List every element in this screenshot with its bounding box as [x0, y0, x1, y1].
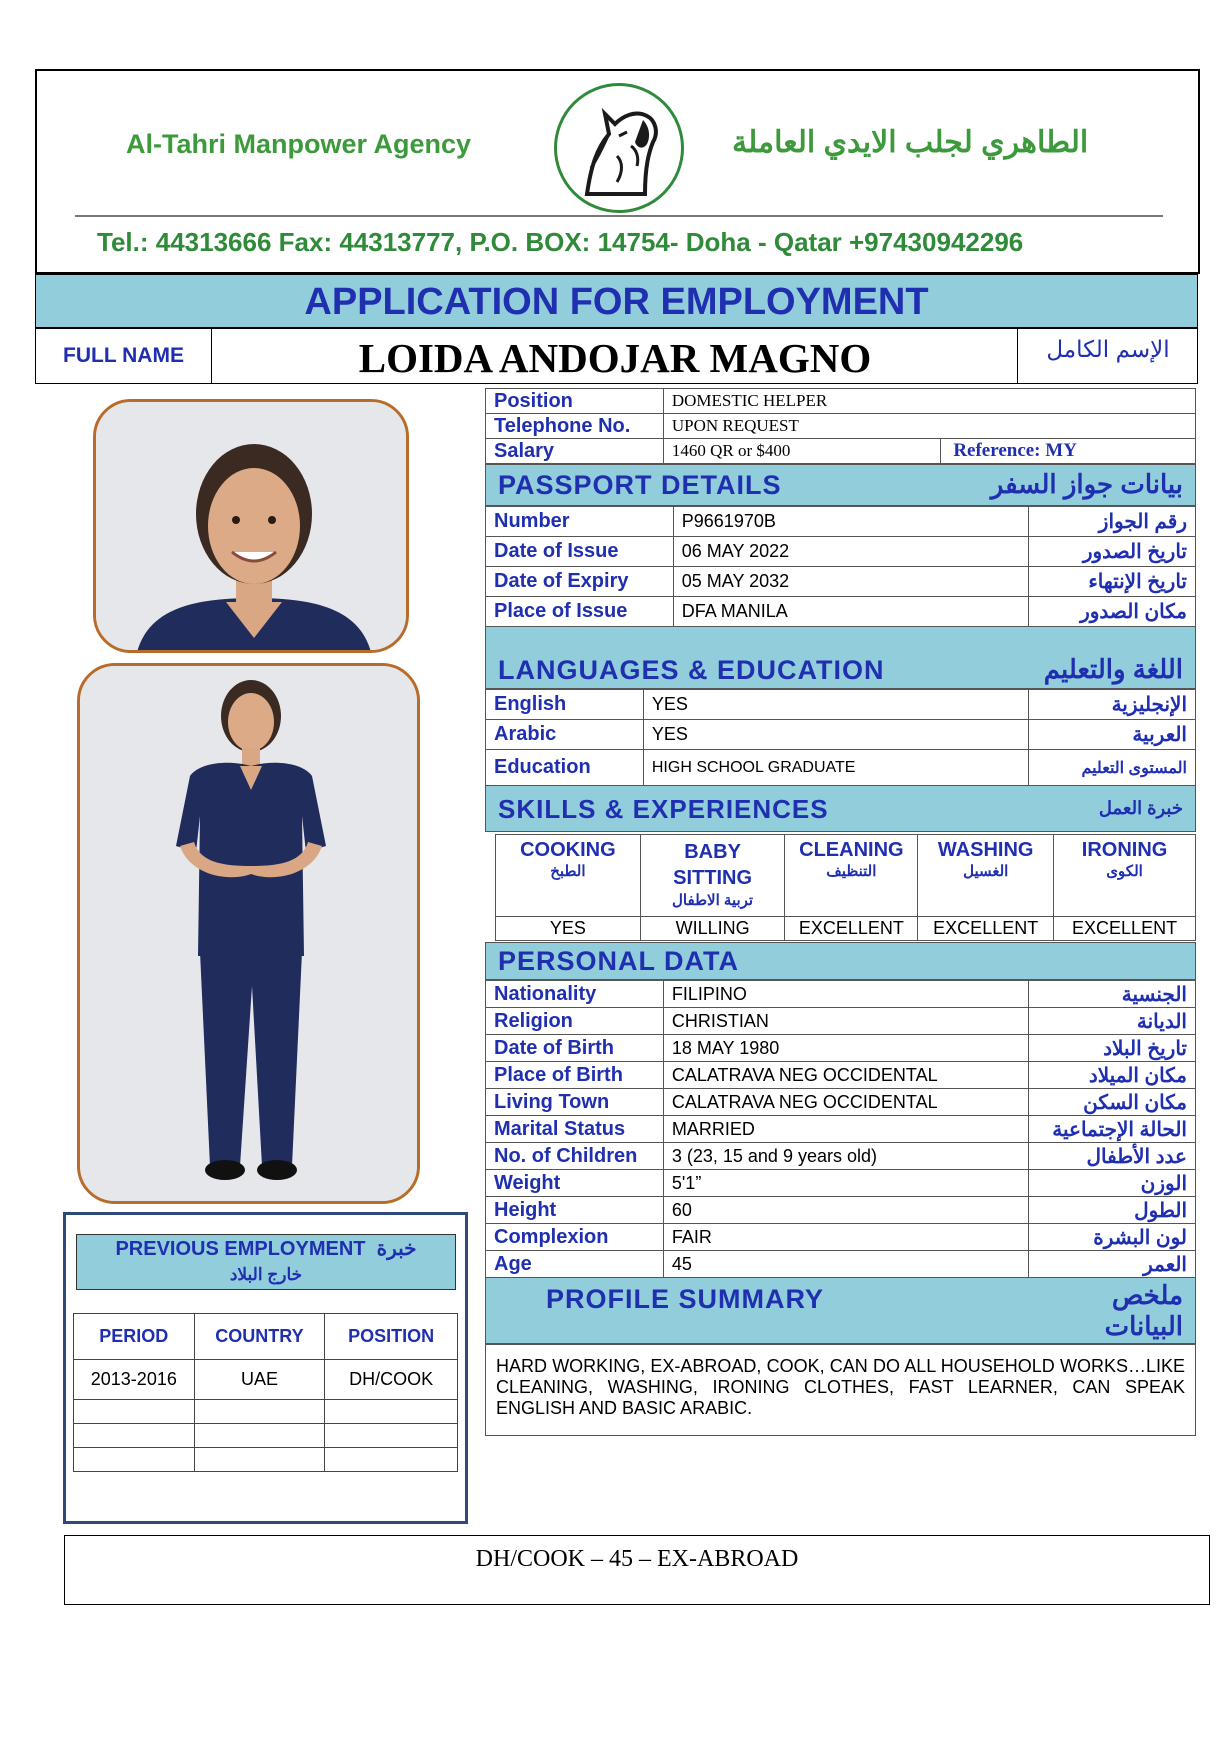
- date-of-issue-ar: تاريخ الصدور: [1029, 537, 1196, 567]
- table-row: Marital Status MARRIED الحالة الإجتماعية: [486, 1116, 1196, 1143]
- personal-section-header: [485, 942, 1196, 980]
- agency-name-ar: الطاهري لجلب الايدي العاملة: [732, 126, 1089, 159]
- reference-value: Reference: MY: [941, 439, 1196, 464]
- table-row: [486, 537, 1196, 567]
- languages-table: [485, 689, 1196, 786]
- passport-number-value: P9661970B: [673, 507, 1028, 537]
- passport-number-label: Number: [486, 507, 674, 537]
- country-header: COUNTRY: [194, 1314, 325, 1360]
- date-of-expiry-ar: تاريخ الإنتهاء: [1029, 567, 1196, 597]
- table-row: Complexion FAIR لون البشرة: [486, 1224, 1196, 1251]
- page-title: APPLICATION FOR EMPLOYMENT: [304, 281, 929, 323]
- country-cell: UAE: [194, 1360, 325, 1400]
- period-cell: 2013-2016: [74, 1360, 195, 1400]
- full-name-label: FULL NAME: [36, 329, 212, 383]
- profile-title: PROFILE SUMMARY: [546, 1284, 824, 1314]
- arabic-ar: العربية: [1029, 720, 1196, 750]
- passport-table: [485, 506, 1196, 627]
- place-of-issue-label: Place of Issue: [486, 597, 674, 627]
- skill-cooking-value: YES: [496, 917, 641, 941]
- date-of-issue-value: 06 MAY 2022: [673, 537, 1028, 567]
- personal-table: [485, 980, 1196, 1278]
- full-name-row: [35, 328, 1198, 384]
- table-row: [74, 1400, 458, 1424]
- previous-employment-header: PREVIOUS EMPLOYMENT خبرة خارج البلاد: [76, 1234, 456, 1290]
- skill-ironing: IRONING الكوى: [1054, 835, 1196, 917]
- table-row: [74, 1424, 458, 1448]
- table-row: Religion CHRISTIAN الديانة: [486, 1008, 1196, 1035]
- table-row: [496, 835, 1196, 917]
- full-name-value: LOIDA ANDOJAR MAGNO: [213, 329, 1018, 383]
- table-row: Age 45 العمر: [486, 1251, 1196, 1278]
- portrait-photo: [93, 399, 409, 653]
- english-value: YES: [643, 690, 1028, 720]
- telephone-value: UPON REQUEST: [663, 414, 1195, 439]
- arabic-value: YES: [643, 720, 1028, 750]
- languages-section-header: [485, 626, 1196, 689]
- table-row: Living Town CALATRAVA NEG OCCIDENTAL مكان السكن: [486, 1089, 1196, 1116]
- table-row: Date of Birth 18 MAY 1980 تاريخ البلاد: [486, 1035, 1196, 1062]
- table-row: [486, 597, 1196, 627]
- table-row: [486, 414, 1196, 439]
- position-value: DOMESTIC HELPER: [663, 389, 1195, 414]
- table-row: [486, 507, 1196, 537]
- education-label: Education: [486, 750, 644, 786]
- salary-label: Salary: [486, 439, 664, 464]
- table-row: [486, 690, 1196, 720]
- table-row: [486, 720, 1196, 750]
- skill-washing: WASHING الغسيل: [918, 835, 1054, 917]
- place-of-issue-ar: مكان الصدور: [1029, 597, 1196, 627]
- footer-summary: DH/COOK – 45 – EX-ABROAD: [64, 1535, 1210, 1605]
- date-of-expiry-value: 05 MAY 2032: [673, 567, 1028, 597]
- passport-section-header: [485, 464, 1196, 506]
- skills-section-header: [485, 785, 1196, 832]
- table-row: Weight 5'1” الوزن: [486, 1170, 1196, 1197]
- skill-baby-sitting: BABY SITTING تربية الاطفال: [640, 835, 785, 917]
- profile-summary-text: HARD WORKING, EX-ABROAD, COOK, CAN DO ALL HOUSEHOLD WORKS…LIKE CLEANING, WASHING, IRONING CLOTHES, FAST LEARNER, CAN SPEAK ENGLISH AND BASIC ARABIC.: [485, 1344, 1196, 1436]
- table-row: [74, 1360, 458, 1400]
- place-of-issue-value: DFA MANILA: [673, 597, 1028, 627]
- table-row: [74, 1314, 458, 1360]
- table-row: [486, 439, 1196, 464]
- period-header: PERIOD: [74, 1314, 195, 1360]
- profile-title-ar-2: البيانات: [1104, 1311, 1183, 1341]
- telephone-label: Telephone No.: [486, 414, 664, 439]
- profile-title-ar-1: ملخص: [1111, 1280, 1183, 1310]
- passport-number-ar: رقم الجواز: [1029, 507, 1196, 537]
- table-row: Nationality FILIPINO الجنسية: [486, 981, 1196, 1008]
- education-value: HIGH SCHOOL GRADUATE: [643, 750, 1028, 786]
- table-row: [74, 1448, 458, 1472]
- position-header: POSITION: [325, 1314, 458, 1360]
- skill-washing-value: EXCELLENT: [918, 917, 1054, 941]
- previous-employment-table: [73, 1313, 458, 1472]
- full-body-photo: [77, 663, 420, 1204]
- arabic-label: Arabic: [486, 720, 644, 750]
- table-row: [486, 750, 1196, 786]
- letterhead: [35, 69, 1200, 274]
- table-row: [486, 389, 1196, 414]
- skills-table: [495, 834, 1196, 941]
- contact-line: Tel.: 44313666 Fax: 44313777, P.O. BOX: 14754- Doha - Qatar +97430942296: [97, 227, 1024, 257]
- skills-title: SKILLS & EXPERIENCES: [498, 794, 829, 824]
- education-ar: المستوى التعليم: [1029, 750, 1196, 786]
- salary-value: 1460 QR or $400: [663, 439, 940, 464]
- full-name-label-ar: الإسم الكامل: [1046, 336, 1170, 362]
- english-label: English: [486, 690, 644, 720]
- table-row: Place of Birth CALATRAVA NEG OCCIDENTAL مكان الميلاد: [486, 1062, 1196, 1089]
- title-bar: [35, 274, 1198, 328]
- profile-section-header: [485, 1277, 1196, 1344]
- personal-title: PERSONAL DATA: [498, 946, 740, 976]
- date-of-issue-label: Date of Issue: [486, 537, 674, 567]
- table-row: Height 60 الطول: [486, 1197, 1196, 1224]
- languages-title-ar: اللغة والتعليم: [1043, 654, 1183, 684]
- english-ar: الإنجليزية: [1029, 690, 1196, 720]
- table-row: [486, 567, 1196, 597]
- table-row: No. of Children 3 (23, 15 and 9 years old) عدد الأطفال: [486, 1143, 1196, 1170]
- previous-employment-box: [63, 1212, 468, 1524]
- skills-title-ar: خبرة العمل: [1098, 798, 1183, 818]
- job-table: [485, 388, 1196, 464]
- skill-ironing-value: EXCELLENT: [1054, 917, 1196, 941]
- position-label: Position: [486, 389, 664, 414]
- table-row: [496, 917, 1196, 941]
- horse-logo-icon: [554, 83, 684, 213]
- date-of-expiry-label: Date of Expiry: [486, 567, 674, 597]
- languages-title: LANGUAGES & EDUCATION: [498, 655, 885, 685]
- skill-cleaning-value: EXCELLENT: [785, 917, 918, 941]
- passport-title-ar: بيانات جواز السفر: [990, 469, 1183, 499]
- skill-baby-sitting-value: WILLING: [640, 917, 785, 941]
- skill-cleaning: CLEANING التنظيف: [785, 835, 918, 917]
- skill-cooking: COOKING الطبخ: [496, 835, 641, 917]
- agency-name-en: Al-Tahri Manpower Agency: [126, 129, 472, 159]
- header-divider: [75, 215, 1163, 217]
- position-cell: DH/COOK: [325, 1360, 458, 1400]
- passport-title: PASSPORT DETAILS: [498, 470, 782, 500]
